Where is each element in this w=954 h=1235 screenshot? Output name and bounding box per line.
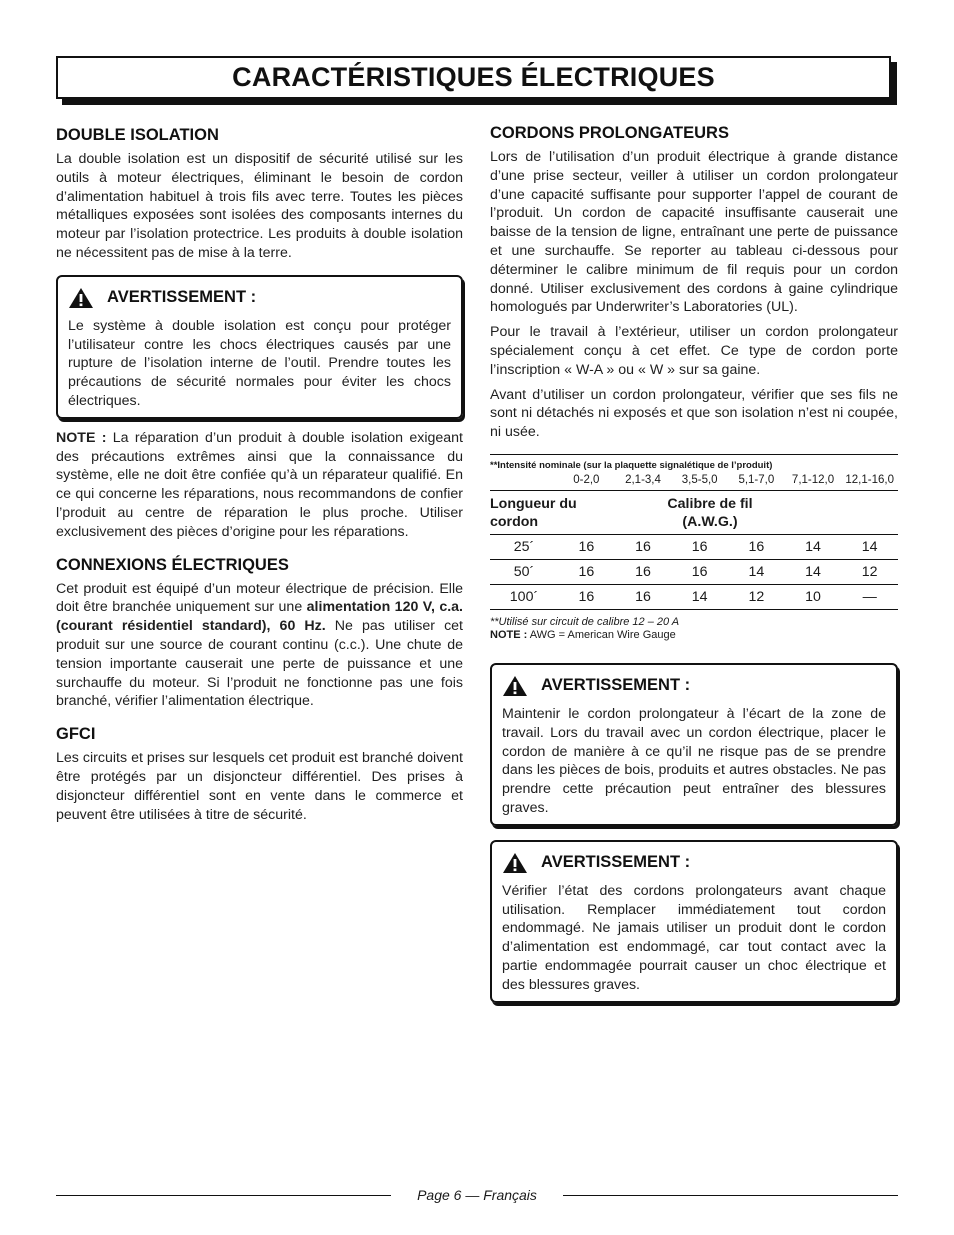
row-length: 100´ xyxy=(509,588,539,605)
cordons-heading: CORDONS PROLONGATEURS xyxy=(490,124,729,142)
gauge-cell: 14 xyxy=(748,563,765,580)
note-label: NOTE : xyxy=(56,429,107,446)
gauge-cell: 16 xyxy=(578,563,595,580)
cordons-paragraph-1: Lors de l’utilisation d’un produit électrique à grande distance d’une prise secteur, veiller à utiliser un cordon prolongateur d’une capacité suffisante pour supporter l’appel de courant de l’produit. Un cordon de capacité insuffisante causerait une baisse de la tension de ligne, entraînant une perte de puissance et une surchauffe. Se reporter au tableau ci-dessous pour déterminer le calibre minimum de fil requis pour un cordon donné. Utiliser exclusivement des cordons à gaine cylindrique homologués par Underwriter’s Laboratories (UL). xyxy=(490,149,898,316)
title-banner xyxy=(56,56,891,99)
gauge-cell: 12 xyxy=(748,588,765,605)
right-column xyxy=(490,124,898,1003)
page-number: Page 6 — Français xyxy=(417,1187,537,1203)
gfci-heading: GFCI xyxy=(56,725,96,744)
warning-box-double-isolation xyxy=(56,275,463,419)
gauge-cell: 16 xyxy=(635,538,651,555)
warning-box-cord-inspection xyxy=(490,840,898,1003)
warning-triangle-icon xyxy=(502,675,528,697)
gauge-cell: 16 xyxy=(635,588,651,605)
gauge-cell: 14 xyxy=(805,538,821,555)
cord-gauge-table xyxy=(490,454,898,641)
double-isolation-heading: DOUBLE ISOLATION xyxy=(56,126,219,144)
gfci-body: Les circuits et prises sur lesquels cet produit est branché doivent être protégés par un disjoncteur différentiel. Des prises à disjoncteur différentiel sont en vente dans le commerce et peuvent être utilisées à titre de sécurité. xyxy=(56,750,463,823)
table-header-row xyxy=(490,491,898,535)
gauge-cell: 16 xyxy=(635,563,651,580)
warning-triangle-icon xyxy=(68,287,94,309)
warning-label: AVERTISSEMENT : xyxy=(541,853,691,872)
gauge-header: Calibre de fil (A.W.G.) xyxy=(667,495,753,530)
connexions-body xyxy=(56,580,463,712)
cordons-paragraph-2: Pour le travail à l’extérieur, utiliser un cordon prolongateur spécialement conçu à cet effet. Ce type de cordon porte l’inscription « W-A » ou « W » sur sa gaine. xyxy=(490,324,898,378)
gauge-cell: 16 xyxy=(748,538,765,555)
gauge-cell: 16 xyxy=(691,538,708,555)
warning-box-cord-placement xyxy=(490,663,898,826)
note-body: La réparation d’un produit à double isolation exigeant des précautions extrêmes ainsi que la connaissance du système, elle ne doit être confiée qu’à un réparateur qualifié. En ce qui concerne les réparations, nous recommandons de confier l’produit au centre de réparation le plus proche. Utiliser exclusivement des pièces d’origine pour les réparations. xyxy=(56,429,464,540)
double-isolation-body: La double isolation est un dispositif de sécurité utilisé sur les outils à moteur électriques, éliminant le besoin de cordon d’alimentation habituel à trois fils avec terre. Toutes les pièces métalliques exposées sont isolées des composants internes du moteur par l’isolation protectrice. Les produits à double isolation ne nécessitent pas de mise à la terre. xyxy=(56,151,463,261)
cordons-paragraph-3: Avant d’utiliser un cordon prolongateur, vérifier que ses fils ne sont ni détachés ni exposés et que son isolation n’est ni coupée, ni usée. xyxy=(490,386,898,441)
amp-range: 5,1-7,0 xyxy=(738,473,775,486)
table-note xyxy=(490,629,898,641)
row-length: 50´ xyxy=(513,563,535,580)
table-footnote: **Utilisé sur circuit de calibre 12 – 20 A xyxy=(490,615,680,628)
amp-range: 2,1-3,4 xyxy=(625,473,661,486)
connexions-text-a: Cet produit est équipé d’un moteur électrique de précision. Elle doit être branchée uniquement sur une xyxy=(56,580,463,616)
gauge-cell: 16 xyxy=(578,588,595,605)
footer-rule-right xyxy=(563,1195,898,1196)
table-note-label: NOTE : xyxy=(490,628,528,641)
gauge-cell: 14 xyxy=(805,563,821,580)
gauge-cell: 10 xyxy=(805,588,821,605)
gauge-cell: 12 xyxy=(861,563,878,580)
length-header: Longueur du cordon xyxy=(490,495,577,530)
connexions-text-b: Ne pas utiliser cet produit sur une source de courant continu (c.c.). Une chute de tension importante causerait une perte de puissance et une surchauffe du moteur. Si l’produit ne fonctionne pas une fois branché, vérifier l’alimentation électrique. xyxy=(56,618,463,710)
left-column xyxy=(56,126,463,824)
amp-range: 12,1-16,0 xyxy=(845,473,894,486)
warning-body: Maintenir le cordon prolongateur à l’écart de la zone de travail. Lors du travail avec un cordon électrique, placer le cordon de manière à ce qu’il ne risque pas de se prendre dans les pièces de bois, produits et autres obstacles. Ne pas prendre cette précaution peut entraîner des blessures graves. xyxy=(502,705,886,816)
row-length: 25´ xyxy=(513,538,535,555)
warning-body: Le système à double isolation est conçu pour protéger l’utilisateur contre les chocs électriques causés par une rupture de l’isolation interne de l’outil. Prendre toutes les précautions de sécurité normales pour éviter les chocs électriques. xyxy=(68,317,451,409)
amp-range: 3,5-5,0 xyxy=(681,473,718,486)
warning-triangle-icon xyxy=(502,852,528,874)
gauge-cell: 14 xyxy=(861,538,878,555)
table-row xyxy=(490,535,898,560)
gauge-cell: 16 xyxy=(691,563,708,580)
amp-ranges-row xyxy=(490,474,898,491)
warning-label: AVERTISSEMENT : xyxy=(107,288,257,307)
connexions-heading: CONNEXIONS ÉLECTRIQUES xyxy=(56,555,289,574)
connexions-text-bold: alimentation 120 V, c.a. (courant résidentiel standard), 60 Hz. xyxy=(56,599,463,635)
table-row xyxy=(490,585,898,610)
gauge-cell: 14 xyxy=(691,588,708,605)
table-row xyxy=(490,560,898,585)
rating-note: **Intensité nominale (sur la plaquette signalétique de l’produit) xyxy=(490,459,773,471)
warning-label: AVERTISSEMENT : xyxy=(541,676,691,695)
gauge-cell: 16 xyxy=(578,538,595,555)
gauge-cell: — xyxy=(862,588,877,605)
table-note-text: AWG = American Wire Gauge xyxy=(527,628,676,641)
amp-range: 0-2,0 xyxy=(573,473,600,486)
warning-body: Vérifier l’état des cordons prolongateurs avant chaque utilisation. Remplacer immédiatement tout cordon endommagé. Ne jamais utiliser un produit dont le cordon d’alimentation est endommagé, car tout contact avec la partie endommagée pourrait causer un choc électrique et des blessures graves. xyxy=(502,882,886,993)
amp-range: 7,1-12,0 xyxy=(791,473,835,486)
note-paragraph xyxy=(56,429,463,542)
page-footer xyxy=(56,1187,898,1203)
page-title: CARACTÉRISTIQUES ÉLECTRIQUES xyxy=(232,62,715,92)
